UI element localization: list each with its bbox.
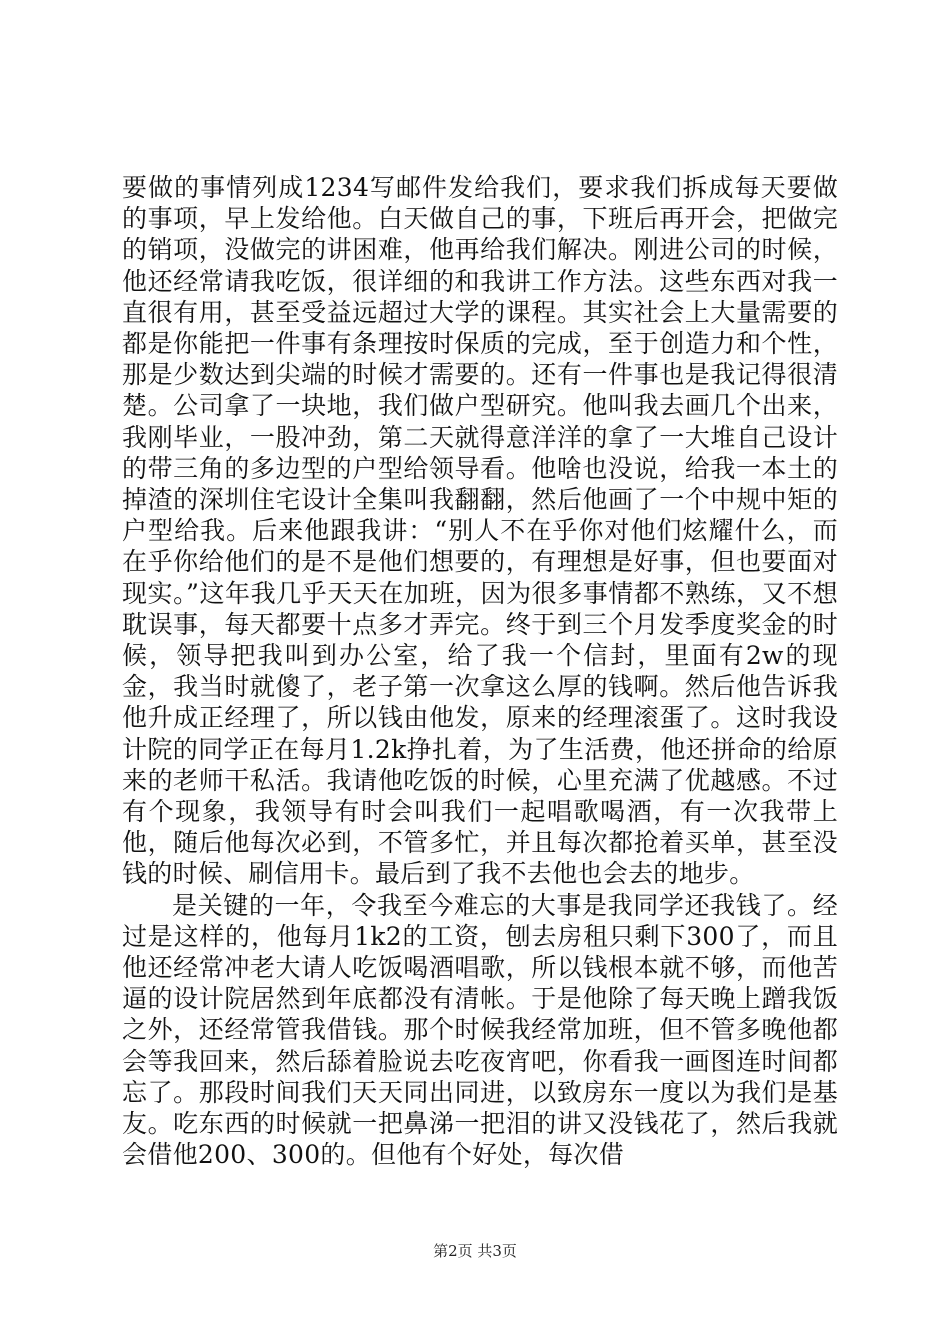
page-footer: 第2页 共3页 [433,1242,517,1260]
document-body [122,172,838,1171]
paragraph-1: 要做的事情列成1234写邮件发给我们，要求我们拆成每天要做的事项，早上发给他。白天做自己的事，下班后再开会，把做完的销项，没做完的讲困难，他再给我们解决。刚进公司的时候，他还经常请我吃饭，很详细的和我讲工作方法。这些东西对我一直很有用，甚至受益远超过大学的课程。其实社会上大量需要的都是你能把一件事有条理按时保质的完成，至于创造力和个性，那是少数达到尖端的时候才需要的。还有一件事也是我记得很清楚。公司拿了一块地，我们做户型研究。他叫我去画几个出来，我刚毕业，一股冲劲，第二天就得意洋洋的拿了一大堆自己设计的带三角的多边型的户型给领导看。他啥也没说，给我一本土的掉渣的深圳住宅设计全集叫我翻翻，然后他画了一个中规中矩的户型给我。后来他跟我讲：“别人不在乎你对他们炫耀什么，而在乎你给他们的是不是他们想要的，有理想是好事，但也要面对现实。”这年我几乎天天在加班，因为很多事情都不熟练，又不想耽误事，每天都要十点多才弄完。终于到三个月发季度奖金的时候，领导把我叫到办公室，给了我一个信封，里面有2w的现金，我当时就傻了，老子第一次拿这么厚的钱啊。然后他告诉我他升成正经理了，所以钱由他发，原来的经理滚蛋了。这时我设计院的同学正在每月1.2k挣扎着，为了生活费，他还拼命的给原来的老师干私活。我请他吃饭的时候，心里充满了优越感。不过有个现象，我领导有时会叫我们一起唱歌喝酒，有一次我带上他，随后他每次必到，不管多忙，并且每次都抢着买单，甚至没钱的时候、刷信用卡。最后到了我不去他也会去的地步。 [122,173,838,889]
paragraph-2: 是关键的一年，令我至今难忘的大事是我同学还我钱了。经过是这样的，他每月1k2的工资，刨去房租只剩下300了，而且他还经常冲老大请人吃饭喝酒唱歌，所以钱根本就不够，而他苦逼的设计院居然到年底都没有清帐。于是他除了每天晚上蹭我饭之外，还经常管我借钱。那个时候我经常加班，但不管多晚他都会等我回来，然后舔着脸说去吃夜宵吧，你看我一画图连时间都忘了。那段时间我们天天同出同进，以致房东一度以为我们是基友。吃东西的时候就一把鼻涕一把泪的讲又没钱花了，然后我就会借他200、300的。但他有个好处，每次借 [122,890,838,1170]
